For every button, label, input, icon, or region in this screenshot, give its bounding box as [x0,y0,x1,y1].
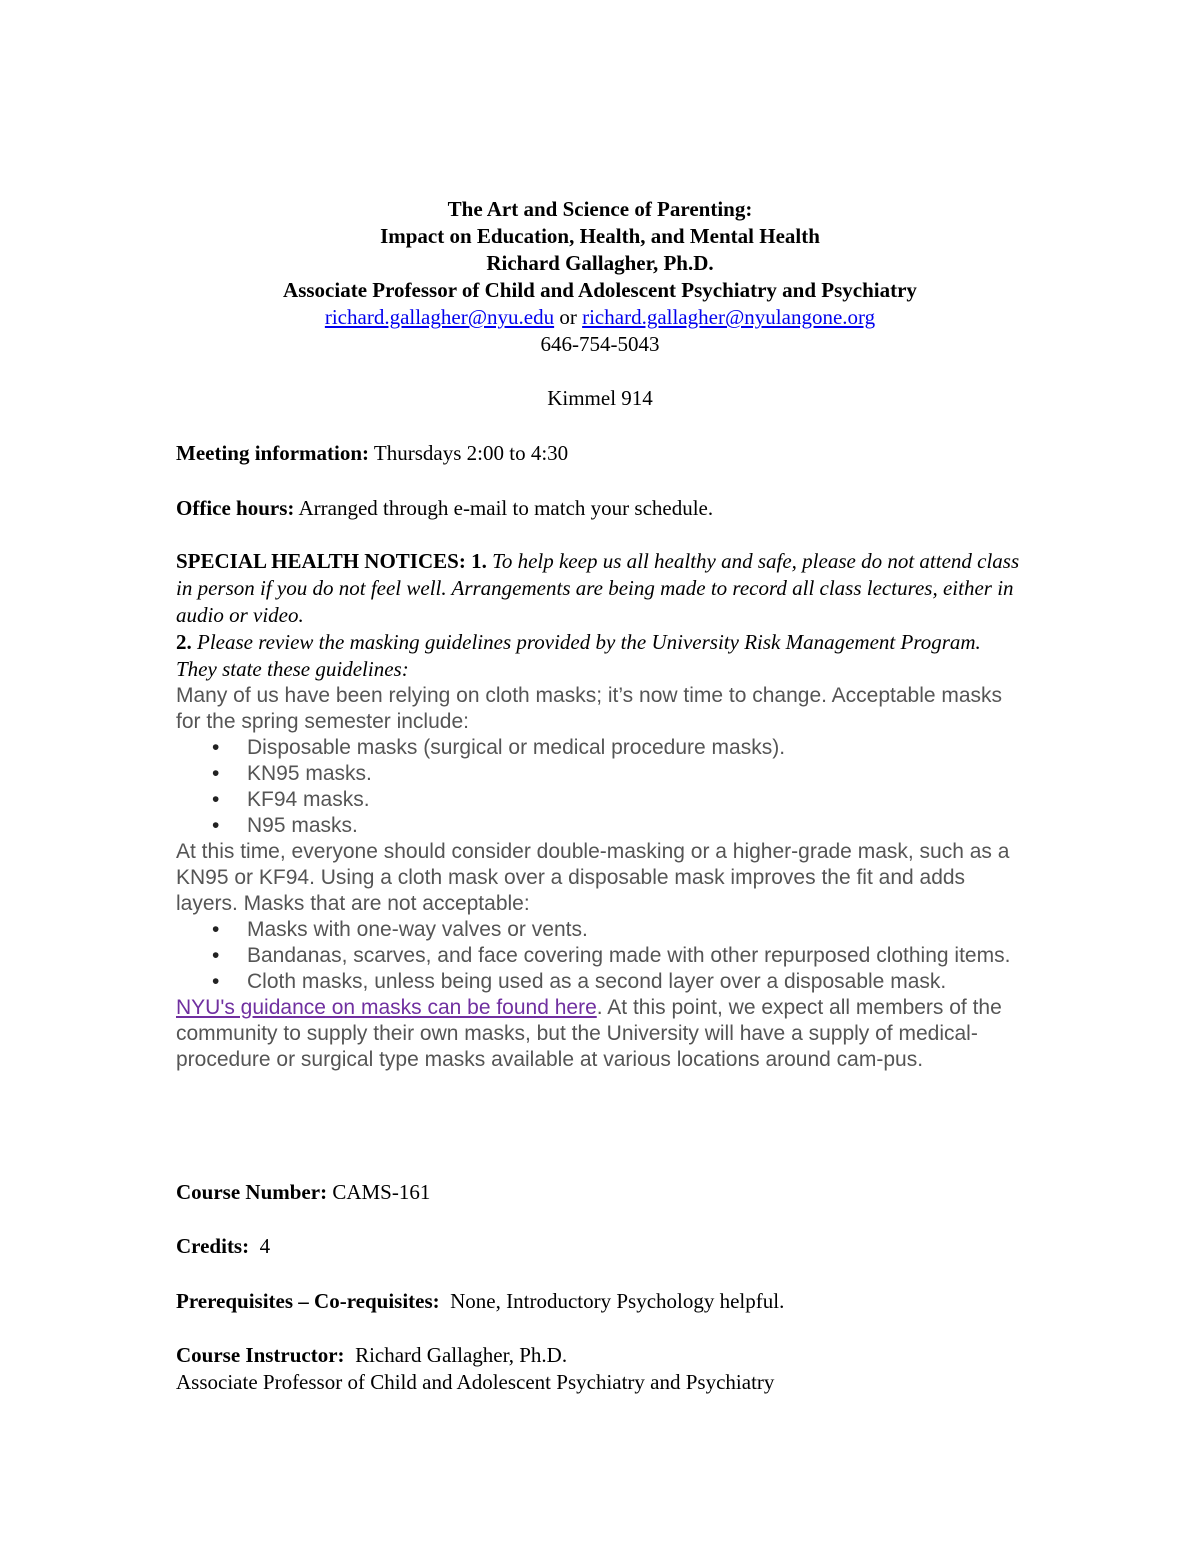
notices-label: SPECIAL HEALTH NOTICES: 1. [176,549,487,573]
bullet-icon: • [212,918,220,941]
course-instructor-label: Course Instructor: [176,1343,345,1367]
course-number [176,1179,1026,1206]
course-subtitle: Impact on Education, Health, and Mental Health [380,224,820,248]
email-link-nyulangone[interactable]: richard.gallagher@nyulangone.org [582,305,876,329]
closing-text: . At this point, we expect all members of the community to supply their own masks, but the University will have a supply of medical-procedure or surgical type masks available at various locations around cam-pus. [176,996,1002,1071]
instructor-position: Associate Professor of Child and Adolescent Psychiatry and Psychiatry [283,278,917,302]
credits [176,1233,1026,1260]
prereq-label: Prerequisites – Co-requisites: [176,1289,440,1313]
bullet-icon: • [212,736,220,759]
list-item: • N95 masks. [212,814,358,837]
masking-middle: At this time, everyone should consider double-masking or a higher-grade mask, such as a KN95 or KF94. Using a cloth mask over a disposable mask improves the fit and adds layers. Masks that are not acceptable: [176,840,1010,915]
list-item: • Cloth masks, unless being used as a second layer over a disposable mask. [212,970,947,993]
nyu-mask-guidance-link[interactable]: NYU's guidance on masks can be found here [176,996,597,1019]
bullet-icon: • [212,970,220,993]
course-title: The Art and Science of Parenting: [447,197,753,221]
list-item: • Masks with one-way valves or vents. [212,918,588,941]
notice-2-text: Please review the masking guidelines provided by the University Risk Management Program. They state these guidelines: [176,630,981,681]
notice-1-text: To help keep us all healthy and safe, please do not attend class in person if you do not feel well. Arrangements are being made to record all class lectures, either in audio or video. [176,549,1020,627]
course-number-value: CAMS-161 [327,1180,431,1204]
instructor-name: Richard Gallagher, Ph.D. [486,251,714,275]
office-hours-value: Arranged through e-mail to match your schedule. [294,496,714,520]
office-location: Kimmel 914 [547,386,653,410]
office-hours-label: Office hours: [176,496,295,520]
list-item: • Disposable masks (surgical or medical procedure masks). [212,736,786,759]
special-health-notices [176,548,1026,1073]
credits-label: Credits: [176,1234,250,1258]
course-instructor-title: Associate Professor of Child and Adolescent Psychiatry and Psychiatry [176,1370,775,1394]
course-instructor [176,1342,1026,1396]
masking-closing [176,995,1026,1073]
meeting-value: Thursdays 2:00 to 4:30 [369,441,569,465]
notice-1 [176,548,1026,629]
notice-2-number: 2. [176,630,192,654]
phone-number: 646-754-5043 [540,332,660,356]
email-or: or [554,305,583,329]
email-link-nyu[interactable]: richard.gallagher@nyu.edu [324,305,555,329]
office-hours [176,495,1026,522]
prereq-value: None, Introductory Psychology helpful. [439,1289,785,1313]
bullet-icon: • [212,788,220,811]
masking-guidelines [176,683,1026,1073]
list-item: • KF94 masks. [212,788,370,811]
list-item: • KN95 masks. [212,762,372,785]
prerequisites [176,1288,1026,1315]
credits-value: 4 [249,1234,271,1258]
bullet-icon: • [212,944,220,967]
email-line [176,304,1024,331]
course-number-label: Course Number: [176,1180,328,1204]
syllabus-header [176,196,1024,412]
list-item: • Bandanas, scarves, and face covering made with other repurposed clothing items. [212,944,1011,967]
bullet-icon: • [212,762,220,785]
acceptable-masks-list [176,735,1026,839]
notice-2 [176,629,1026,683]
meeting-info [176,440,1026,467]
masking-intro: Many of us have been relying on cloth masks; it’s now time to change. Acceptable masks for the spring semester include: [176,684,1003,733]
bullet-icon: • [212,814,220,837]
course-instructor-value: Richard Gallagher, Ph.D. [344,1343,568,1367]
meeting-label: Meeting information: [176,441,370,465]
unacceptable-masks-list [176,917,1026,995]
